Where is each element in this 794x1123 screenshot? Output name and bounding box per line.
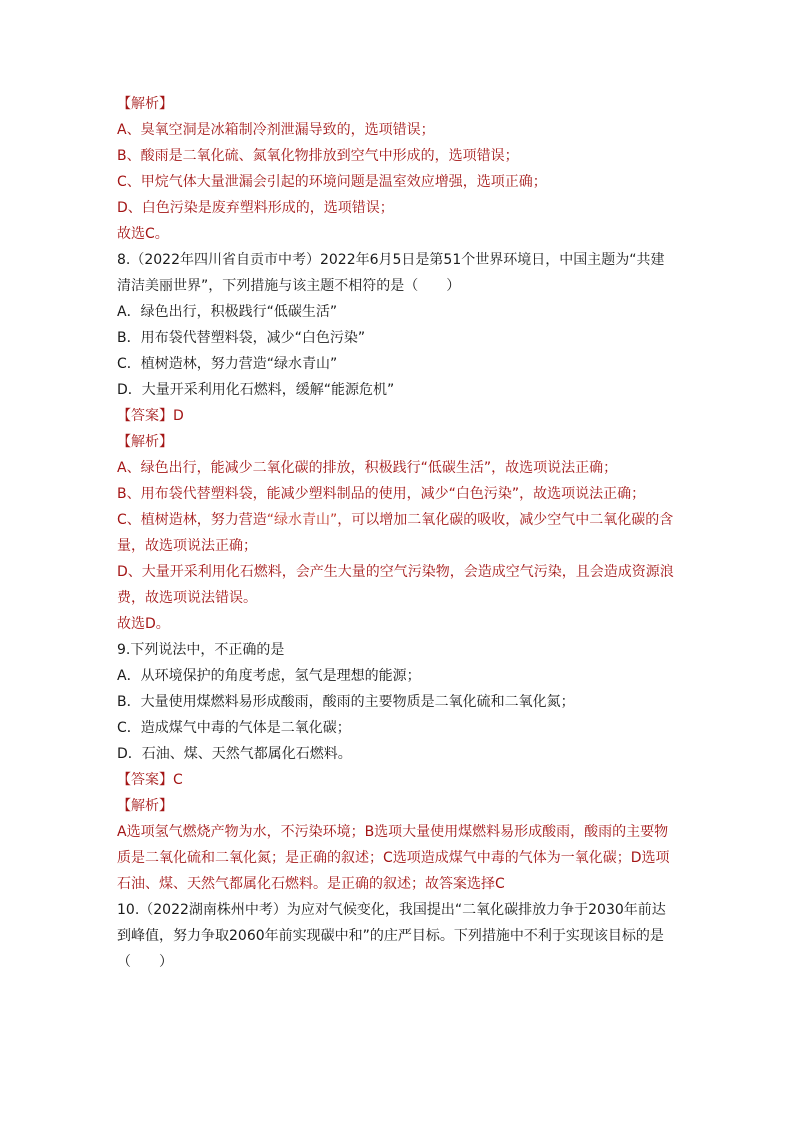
q8-option-d: D．大量开采利用化石燃料，缓解“能源危机” xyxy=(117,382,395,398)
q8-analysis-c-pre: C、植树造林，努力营造 xyxy=(117,512,267,528)
q7-analysis-a: A、臭氧空洞是冰箱制冷剂泄漏导致的，选项错误； xyxy=(117,122,435,138)
q10-stem-line-3: （ ） xyxy=(117,954,173,970)
q10-stem-line-1: 10.（2022湖南株州中考）为应对气候变化，我国提出“二氧化碳排放力争于2030年前达 xyxy=(117,902,666,918)
q8-option-c: C．植树造林，努力营造“绿水青山” xyxy=(117,356,338,372)
q7-analysis-label: 【解析】 xyxy=(117,96,173,112)
q7-analysis-b: B、酸雨是二氧化硫、氮氧化物排放到空气中形成的，选项错误； xyxy=(117,148,519,164)
q8-analysis-d-line-1: D、大量开采利用化石燃料，会产生大量的空气污染物，会造成空气污染，且会造成资源浪 xyxy=(117,564,674,580)
q8-option-b: B．用布袋代替塑料袋，减少“白色污染” xyxy=(117,330,366,346)
q8-analysis-a: A、绿色出行，能减少二氧化碳的排放，积极践行“低碳生活”，故选项说法正确； xyxy=(117,460,618,476)
q9-option-b: B．大量使用煤燃料易形成酸雨，酸雨的主要物质是二氧化硫和二氧化氮； xyxy=(117,694,575,710)
q9-analysis-line-1: A选项氢气燃烧产物为水，不污染环境；B选项大量使用煤燃料易形成酸雨，酸雨的主要物 xyxy=(117,824,669,840)
q8-analysis-c-line-1 xyxy=(117,507,684,533)
q8-option-a: A．绿色出行，积极践行“低碳生活” xyxy=(117,304,338,320)
q7-analysis-d: D、白色污染是废弃塑料形成的，选项错误； xyxy=(117,200,394,216)
q9-analysis-line-3: 石油、煤、天然气都属化石燃料。是正确的叙述；故答案选择C xyxy=(117,876,505,892)
q9-analysis-line-2: 质是二氧化硫和二氧化氮；是正确的叙述；C选项造成煤气中毒的气体为一氧化碳；D选项 xyxy=(117,850,670,866)
q8-analysis-c-post: ，可以增加二氧化碳的吸收，减少空气中二氧化碳的含 xyxy=(337,512,674,528)
q9-option-a: A．从环境保护的角度考虑，氢气是理想的能源； xyxy=(117,668,421,684)
q8-stem-line-1: 8.（2022年四川省自贡市中考）2022年6月5日是第51个世界环境日，中国主题为“共建 xyxy=(117,252,665,268)
q9-answer: 【答案】C xyxy=(117,772,183,788)
q10-stem-line-2: 到峰值，努力争取2060年前实现碳中和”的庄严目标。下列措施中不利于实现该目标的是 xyxy=(117,928,664,944)
q9-stem: 9.下列说法中，不正确的是 xyxy=(117,642,285,658)
q9-analysis-label: 【解析】 xyxy=(117,798,173,814)
q8-stem-line-2: 清洁美丽世界”，下列措施与该主题不相符的是（ ） xyxy=(117,278,461,294)
q8-analysis-c-quote: “绿水青山” xyxy=(266,512,338,528)
q8-analysis-d-line-2: 费，故选项说法错误。 xyxy=(117,590,257,606)
q9-option-d: D．石油、煤、天然气都属化石燃料。 xyxy=(117,746,352,762)
q7-conclusion: 故选C。 xyxy=(117,226,169,242)
q8-analysis-c-line-2: 量，故选项说法正确； xyxy=(117,538,257,554)
q8-conclusion: 故选D。 xyxy=(117,616,170,632)
q8-answer: 【答案】D xyxy=(117,408,184,424)
q7-analysis-c: C、甲烷气体大量泄漏会引起的环境问题是温室效应增强，选项正确； xyxy=(117,174,547,190)
q8-analysis-label: 【解析】 xyxy=(117,434,173,450)
q9-option-c: C．造成煤气中毒的气体是二氧化碳； xyxy=(117,720,351,736)
q8-analysis-b: B、用布袋代替塑料袋，能减少塑料制品的使用，减少“白色污染”，故选项说法正确； xyxy=(117,486,646,502)
